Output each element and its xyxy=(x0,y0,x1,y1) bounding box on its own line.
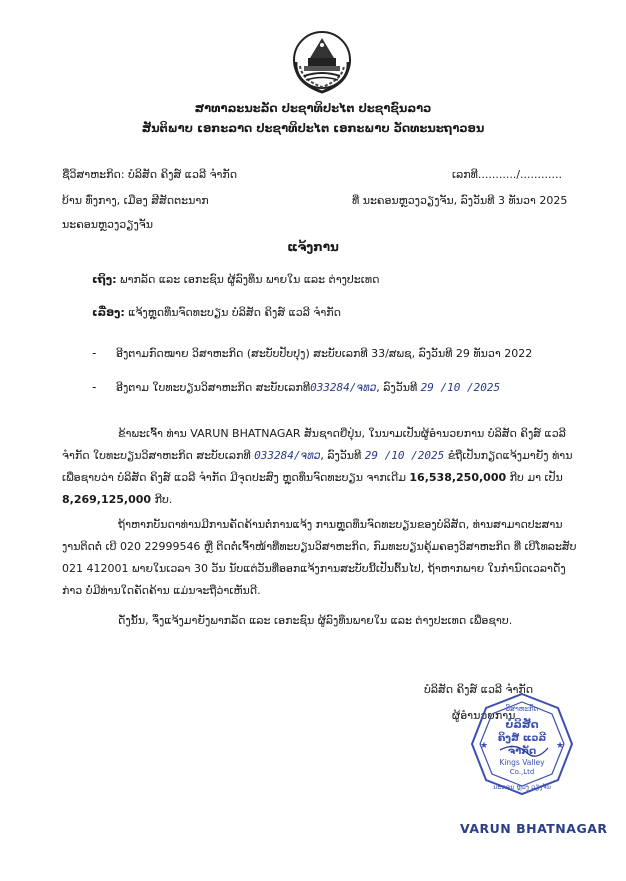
handwritten-reg-number: 033284/ຈທວ xyxy=(254,449,321,462)
reference-item: ອີງຕາມກົດໝາຍ ວິສາຫະກິດ (ສະບັບປັບປຸງ) ສະບັບເລກທີ 33/ສພຊ, ລົງວັນທີ 29 ທັນວາ 2022 xyxy=(116,347,533,360)
stamp-line-4: Kings Valley xyxy=(499,758,545,767)
body-paragraph-2: ຖ້າຫາກບັນດາທ່ານມີການຄັດຄ້ານຕໍ່ການແຈ້ງ ການຫຼຸດທຶນຈົດທະບຽນຂອງບໍລິສັດ, ທ່ານສາມາດປະສານງານຕິດຕໍ່ ເບີ 020 22999546 ຫຼື ຕິດຕໍ່ເຈົ້າໜ້າທີ່ທະບຽນວິສາຫະກິດ, ກົມທະບຽນຄຸ້ມຄອງວິສາຫະກິດ ທີ່ ເບີໂທລະສັບ 021 412001 ພາຍໃນເວລາ 30 ວັນ ນັບແຕ່ວັນທີ່ອອກແຈ້ງການສະບັບນີ້ເປັນຕົ້ນໄປ, ຖ້າຫາກພາຍ ໃນກຳນົດເວລາດັ່ງກ່າວ ບໍ່ມີທ່ານໃດຄັດຄ້ານ ແມ່ນຈະຖືວ່າເຫັນດີ. xyxy=(62,518,577,597)
national-emblem-icon xyxy=(290,30,354,96)
handwritten-reg-date: 29 /10 /2025 xyxy=(364,449,445,462)
body-paragraph-1 xyxy=(62,423,578,511)
stamp-line-5: Co.,Ltd xyxy=(509,768,535,776)
sender-address-line2: ນະຄອນຫຼວງວຽງຈັນ xyxy=(62,218,153,231)
reference-item xyxy=(116,381,500,394)
stamp-line-2: ຄິງສ໌ ແວລີ xyxy=(497,733,547,744)
place-date: ທີ່ ນະຄອນຫຼວງວຽງຈັນ, ລົງວັນທີ 3 ທັນວາ 2025 xyxy=(352,194,568,207)
company-stamp xyxy=(470,692,574,796)
country-name-header: ສາທາລະນະລັດ ປະຊາທິປະໄຕ ປະຊາຊົນລາວ xyxy=(194,101,432,115)
handwritten-reg-date: 29 /10 /2025 xyxy=(420,381,501,394)
paragraph-text: ຂ້າພະເຈົ້າ ທ່ານ VARUN BHATNAGAR ສັນຊາດຍີ່ປຸ່ນ, ໃນນາມເປັນຜູ້ອຳນວຍການ ບໍລິສັດ ຄິງສ໌ ແວລີ ຈຳກັດ ໃບທະບຽນວິສາຫະກິດ ສະບັບເລກທີ xyxy=(62,427,566,462)
stamp-line-1: ບໍລິສັດ xyxy=(505,718,539,731)
reference-item-text: ອີງຕາມ ໃບທະບຽນວິສາຫະກິດ ສະບັບເລກທີ xyxy=(116,381,311,394)
bullet-dash: - xyxy=(92,346,97,360)
signatory-name: VARUN BHATNAGAR xyxy=(460,821,608,836)
sender-company: ຊື່ວິສາຫະກິດ: ບໍລິສັດ ຄິງສ໌ ແວລີ ຈຳກັດ xyxy=(62,168,238,181)
sender-address-line1: ບ້ານ ທົ່ງກາງ, ເມືອງ ສີສັດຕະນາກ xyxy=(62,194,209,207)
recipient-text: ພາກລັດ ແລະ ເອກະຊົນ ຜູ້ລົງທຶນ ພາຍໃນ ແລະ ຕ່າງປະເທດ xyxy=(120,273,380,286)
reference-number: ເລກທີ.........../............ xyxy=(452,168,562,181)
stamp-star-icon: ★ xyxy=(555,741,565,751)
handwritten-reg-number: 033284/ຈທວ xyxy=(310,381,377,394)
bullet-dash: - xyxy=(92,380,97,394)
amount-from: 16,538,250,000 xyxy=(409,471,507,484)
subject-label: ເລື່ອງ: xyxy=(92,306,125,319)
subject-line xyxy=(92,306,341,319)
document-title: ແຈ້ງການ xyxy=(287,240,339,254)
amount-to: 8,269,125,000 xyxy=(62,493,152,506)
paragraph-text: ກີບ ມາ ເປັນ xyxy=(509,471,563,484)
body-paragraph-3: ດັ່ງນັ້ນ, ຈຶ່ງແຈ້ງມາຍັງພາກລັດ ແລະ ເອກະຊົນ ຜູ້ລົງທຶນພາຍໃນ ແລະ ຕ່າງປະເທດ ເພື່ອຊາບ. xyxy=(118,614,513,627)
stamp-line-3: ຈຳກັດ xyxy=(507,746,537,757)
subject-text: ແຈ້ງຫຼຸດທຶນຈົດທະບຽນ ບໍລິສັດ ຄິງສ໌ ແວລີ ຈຳກັດ xyxy=(128,306,341,319)
stamp-top-text: ວິສາຫະກິດ xyxy=(505,705,539,713)
signature-role: ຜູ້ອຳນວຍການ xyxy=(452,709,516,722)
recipient-label: ເຖິງ: xyxy=(92,273,117,286)
signature-company: ບໍລິສັດ ຄິງສ໌ ແວລີ ຈຳກັດ xyxy=(424,683,534,696)
recipient-line xyxy=(92,273,379,286)
paragraph-text: ກີບ. xyxy=(154,493,173,506)
reference-item-text: , ລົງວັນທີ xyxy=(376,381,418,394)
paragraph-text: ຂໍຖືເປັນກຽດແຈ້ງມາຍັງ ທ່ານເພື່ອຊາບວ່າ ບໍລິສັດ ຄິງສ໌ ແວລີ ຈຳກັດ ມີຈຸດປະສົງ ຫຼຸດທຶນຈົດທະບຽນ ຈາກເດີມ xyxy=(62,449,573,484)
stamp-star-icon: ★ xyxy=(479,741,489,751)
national-motto-header: ສັນຕິພາບ ເອກະລາດ ປະຊາທິປະໄຕ ເອກະພາບ ວັດທະນະຖາວອນ xyxy=(141,121,485,135)
paragraph-text: , ລົງວັນທີ xyxy=(320,449,362,462)
stamp-bottom-text: ນະຄອນ ຫຼວງ ວຽງຈັນ xyxy=(493,783,551,791)
